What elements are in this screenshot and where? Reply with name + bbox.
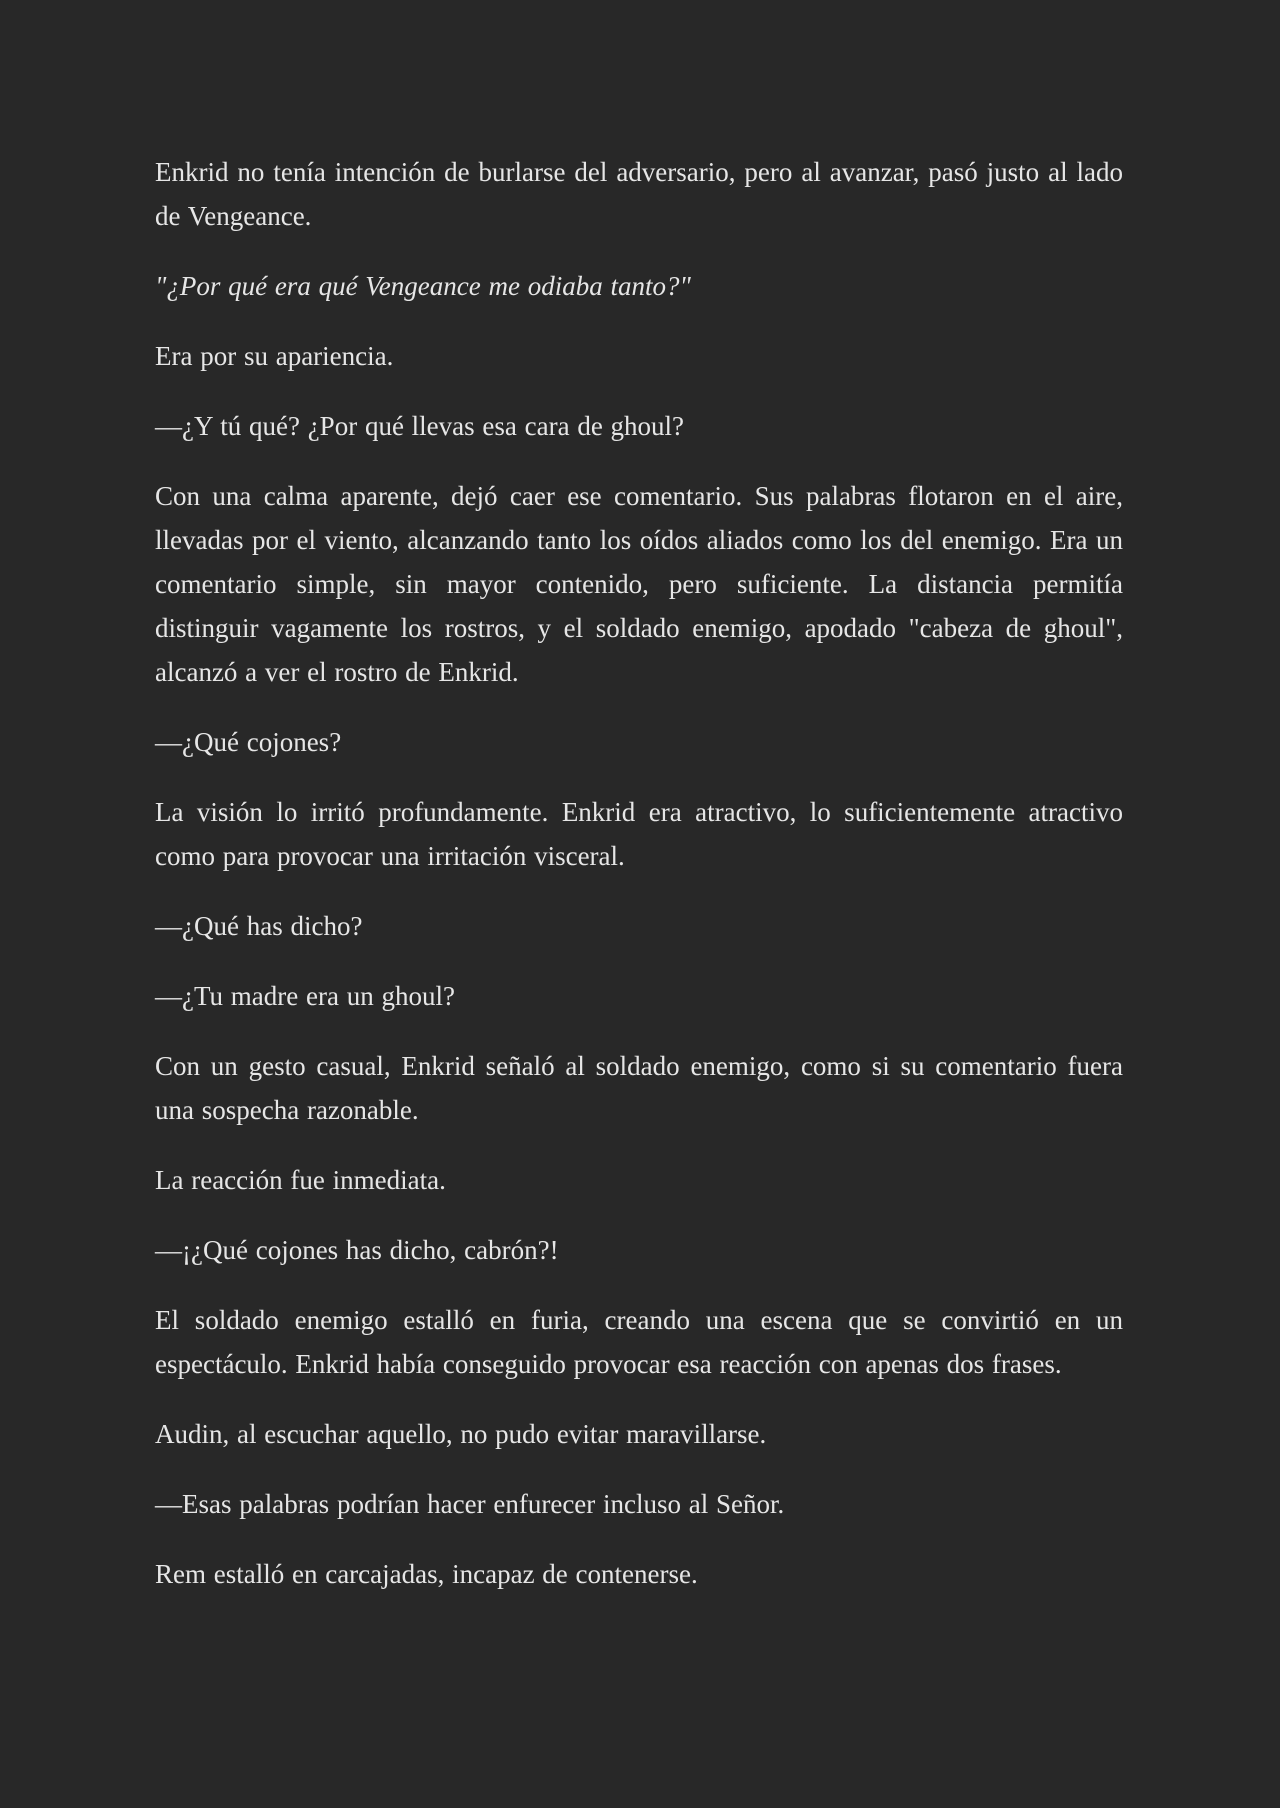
paragraph-7: La visión lo irritó profundamente. Enkrid era atractivo, lo suficientemente atractivo como para provocar una irritación visceral. xyxy=(155,797,1123,871)
paragraph-14: Audin, al escuchar aquello, no pudo evitar maravillarse. xyxy=(155,1419,767,1449)
paragraph-15-dialogue: —Esas palabras podrían hacer enfurecer incluso al Señor. xyxy=(155,1489,785,1519)
paragraph-13: El soldado enemigo estalló en furia, creando una escena que se convirtió en un espectáculo. Enkrid había conseguido provocar esa reacción con apenas dos frases. xyxy=(155,1305,1123,1379)
paragraph-11: La reacción fue inmediata. xyxy=(155,1165,446,1195)
paragraph-10: Con un gesto casual, Enkrid señaló al soldado enemigo, como si su comentario fuera una sospecha razonable. xyxy=(155,1051,1123,1125)
paragraph-16: Rem estalló en carcajadas, incapaz de contenerse. xyxy=(155,1559,698,1589)
paragraph-9-dialogue: —¿Tu madre era un ghoul? xyxy=(155,981,455,1011)
paragraph-5: Con una calma aparente, dejó caer ese comentario. Sus palabras flotaron en el aire, llevadas por el viento, alcanzando tanto los oídos aliados como los del enemigo. Era un comentario simple, sin mayor contenido, pero suficiente. La distancia permitía distinguir vagamente los rostros, y el soldado enemigo, apodado "cabeza de ghoul", alcanzó a ver el rostro de Enkrid. xyxy=(155,481,1123,687)
paragraph-12-dialogue: —¡¿Qué cojones has dicho, cabrón?! xyxy=(155,1235,559,1265)
paragraph-6-dialogue: —¿Qué cojones? xyxy=(155,727,342,757)
paragraph-2-italic-thought: "¿Por qué era qué Vengeance me odiaba tanto?" xyxy=(155,271,691,301)
chapter-text xyxy=(155,150,1123,1596)
paragraph-8-dialogue: —¿Qué has dicho? xyxy=(155,911,363,941)
paragraph-4-dialogue: —¿Y tú qué? ¿Por qué llevas esa cara de ghoul? xyxy=(155,411,685,441)
paragraph-3: Era por su apariencia. xyxy=(155,341,394,371)
paragraph-1: Enkrid no tenía intención de burlarse del adversario, pero al avanzar, pasó justo al lado de Vengeance. xyxy=(155,157,1123,231)
